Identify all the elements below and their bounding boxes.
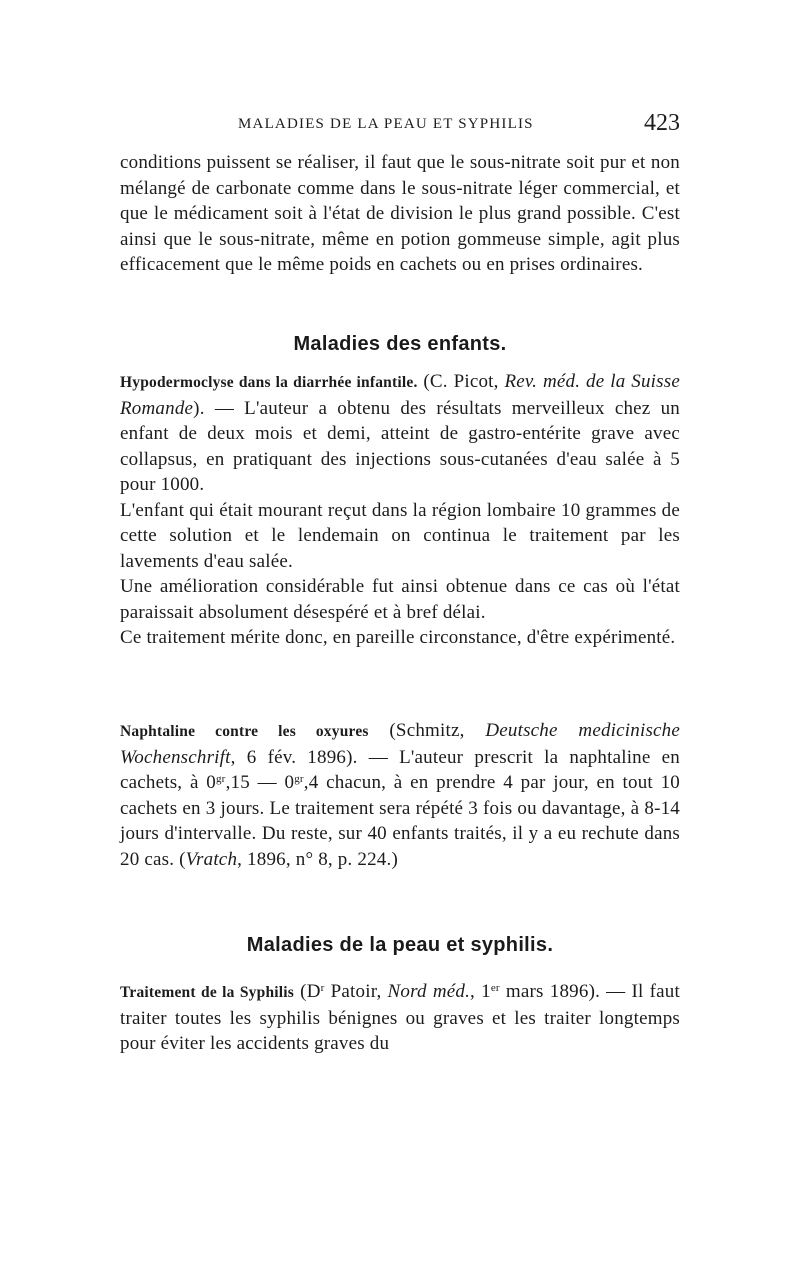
source-citation: Nord méd. bbox=[387, 981, 471, 1002]
page-number: 423 bbox=[644, 110, 680, 136]
source-citation: Rev. méd. de la Suisse Romande bbox=[120, 371, 680, 419]
article-naphtaline bbox=[120, 718, 680, 872]
article-heading: Hypodermoclyse dans la diarrhée infantile. bbox=[120, 374, 418, 391]
intro-paragraph bbox=[120, 150, 680, 278]
section-title-skin: Maladies de la peau et syphilis. bbox=[246, 934, 554, 956]
page-header bbox=[120, 110, 680, 144]
source-citation: Deutsche medicinische Wochenschrift bbox=[120, 720, 681, 768]
article-heading: Naphtaline contre les oxyures bbox=[120, 723, 369, 740]
paragraph: Hypodermoclyse dans la diarrhée infantile. (C. Picot, Rev. méd. de la Suisse Romande). — L'auteur a obtenu des résultats merveilleux chez un enfant de deux mois et demi, atteint de gastro-entérite grave avec collapsus, en pratiquant des injections sous-cutanées d'eau salée à 5 pour 1000. bbox=[120, 371, 680, 495]
paragraph: L'enfant qui était mourant reçut dans la région lombaire 10 grammes de cette solution et le lendemain on continua le traitement par les lavements d'eau salée. bbox=[120, 499, 680, 572]
paragraph: Traitement de la Syphilis ($D^r$ Patoir, Nord méd., 1er mars 1896). — Il faut traiter toutes les syphilis bénignes ou graves et les traiter longtemps pour éviter les accidents graves du bbox=[120, 981, 680, 1054]
running-title: MALADIES DE LA PEAU ET SYPHILIS bbox=[238, 116, 534, 132]
intro-text: conditions puissent se réaliser, il faut que le sous-nitrate soit pur et non mélangé de carbonate comme dans le sous-nitrate léger commercial, et que le médicament soit à l'état de division le plus grand possible. C'est ainsi que le sous-nitrate, même en potion gommeuse simple, agit plus efficacement que le même poids en cachets ou en prises ordinaires. bbox=[120, 152, 680, 275]
reference-citation: Vratch bbox=[185, 848, 238, 870]
article-syphilis bbox=[120, 979, 680, 1057]
paragraph: Une amélioration considérable fut ainsi obtenue dans ce cas où l'état paraissait absolument désespéré et à bref délai. bbox=[120, 576, 680, 623]
paragraph: Ce traitement mérite donc, en pareille circonstance, d'être expérimenté. bbox=[120, 627, 676, 648]
article-hypodermoclyse bbox=[120, 369, 680, 651]
paragraph: Naphtaline contre les oxyures (Schmitz, Deutsche medicinische Wochenschrift, 6 fév. 1896). — L'auteur prescrit la naphtaline en cachets, à $0^{gr},15$ — $0^{gr},4$ chacun, à en prendre 4 par jour, en tout 10 cachets en 3 jours. Le traitement sera répété 3 fois ou davantage, à 8-14 jours d'intervalle. Du reste, sur 40 enfants traités, il y a eu rechute dans 20 cas. (Vratch, 1896, n° 8, p. 224.) bbox=[120, 720, 681, 870]
article-heading: Traitement de la Syphilis bbox=[120, 984, 295, 1001]
section-title-children: Maladies des enfants. bbox=[293, 333, 507, 355]
